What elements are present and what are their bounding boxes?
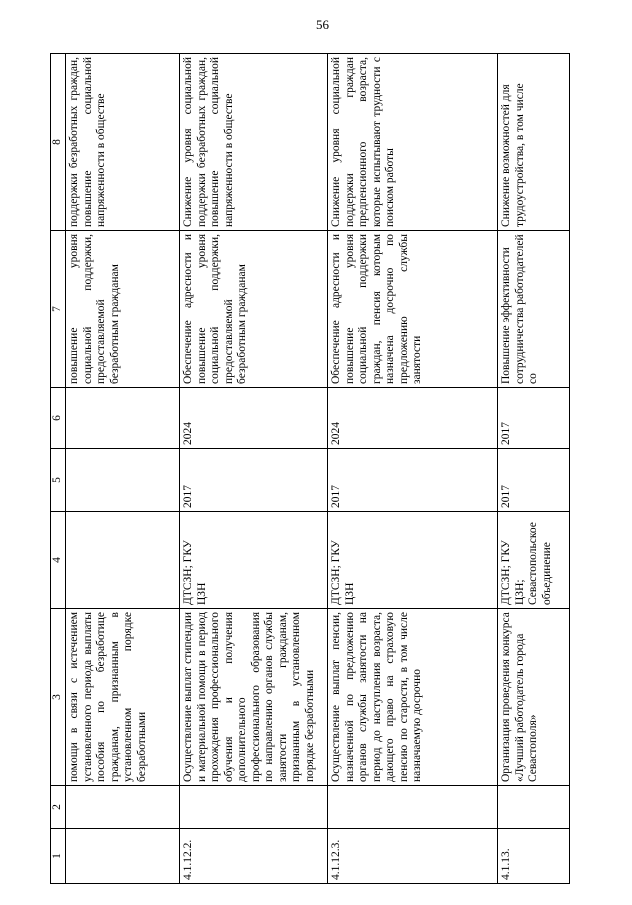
- row-executor: ДТСЗН; ГКУ ЦЗН; Севастопольское объединение: [498, 512, 570, 609]
- table-header-row: [51, 54, 66, 884]
- row-executor: ДТСЗН; ГКУ ЦЗН: [328, 512, 498, 609]
- header-col-4: 4: [51, 512, 66, 609]
- header-col-6: 6: [51, 388, 66, 449]
- table-row: [180, 54, 328, 884]
- row-description: Осуществление выплат пенсии, назначенной по предложению органов службы занятости на период до наступления возраста, дающего право на страховую пенсию по старости, в том числе назначаемую досрочно: [328, 609, 498, 786]
- row-start-year: 2017: [328, 449, 498, 512]
- row-start-year: 2017: [180, 449, 328, 512]
- row-effect: Снижение уровня социальной поддержки граждан предпенсионного возраста, которые испытывают трудности с поиском работы: [328, 54, 498, 231]
- row-end-year: 2017: [498, 388, 570, 449]
- header-col-5: 5: [51, 449, 66, 512]
- row-description: Организация проведения конкурса «Лучший работодатель города Севастополя»: [498, 609, 570, 786]
- row-description: Осуществление выплат стипендии и материальной помощи в период прохождения профессионального обучения и получения дополнительного профессионального образования по направлению органов службы занятости гражданам, признанным в установленном порядке безработными: [180, 609, 328, 786]
- page-number: 56: [316, 17, 329, 32]
- program-table: [50, 53, 570, 884]
- header-col-7: 7: [51, 231, 66, 388]
- row-number: [66, 829, 180, 884]
- row-effect: поддержки безработных граждан, повышение социальной напряженности в обществе: [66, 54, 180, 231]
- row-result: Повышение эффективности сотрудничества работодателей со: [498, 231, 570, 388]
- row-end-year: [66, 388, 180, 449]
- row-col2: [66, 786, 180, 829]
- row-end-year: 2024: [180, 388, 328, 449]
- header-col-1: 1: [51, 829, 66, 884]
- row-col2: [180, 786, 328, 829]
- table-row: [66, 54, 180, 884]
- row-col2: [498, 786, 570, 829]
- row-effect: Снижение уровня социальной поддержки безработных граждан, повышение социальной напряженности в обществе: [180, 54, 328, 231]
- header-col-8: 8: [51, 54, 66, 231]
- row-executor: ДТСЗН; ГКУ ЦЗН: [180, 512, 328, 609]
- row-start-year: 2017: [498, 449, 570, 512]
- table-row: [498, 54, 570, 884]
- row-effect: Снижение возможностей для трудоустройства, в том числе: [498, 54, 570, 231]
- row-description: помощи в связи с истечением установленного периода выплаты пособия по безработице гражданам, признанным в установленном порядке безработными: [66, 609, 180, 786]
- header-col-3: 3: [51, 609, 66, 786]
- row-result: повышение уровня социальной поддержки, предоставляемой безработным гражданам: [66, 231, 180, 388]
- table-row: [328, 54, 498, 884]
- row-number: 4.1.12.2.: [180, 829, 328, 884]
- row-result: Обеспечение адресности и повышение уровня социальной поддержки граждан, пенсия которым назначена досрочно по предложению службы занятости: [328, 231, 498, 388]
- row-result: Обеспечение адресности и повышение уровня социальной поддержки, предоставляемой безработным гражданам: [180, 231, 328, 388]
- row-executor: [66, 512, 180, 609]
- rotated-table-container: [50, 57, 562, 884]
- header-col-2: 2: [51, 786, 66, 829]
- row-number: 4.1.13.: [498, 829, 570, 884]
- row-col2: [328, 786, 498, 829]
- row-end-year: 2024: [328, 388, 498, 449]
- row-number: 4.1.12.3.: [328, 829, 498, 884]
- row-start-year: [66, 449, 180, 512]
